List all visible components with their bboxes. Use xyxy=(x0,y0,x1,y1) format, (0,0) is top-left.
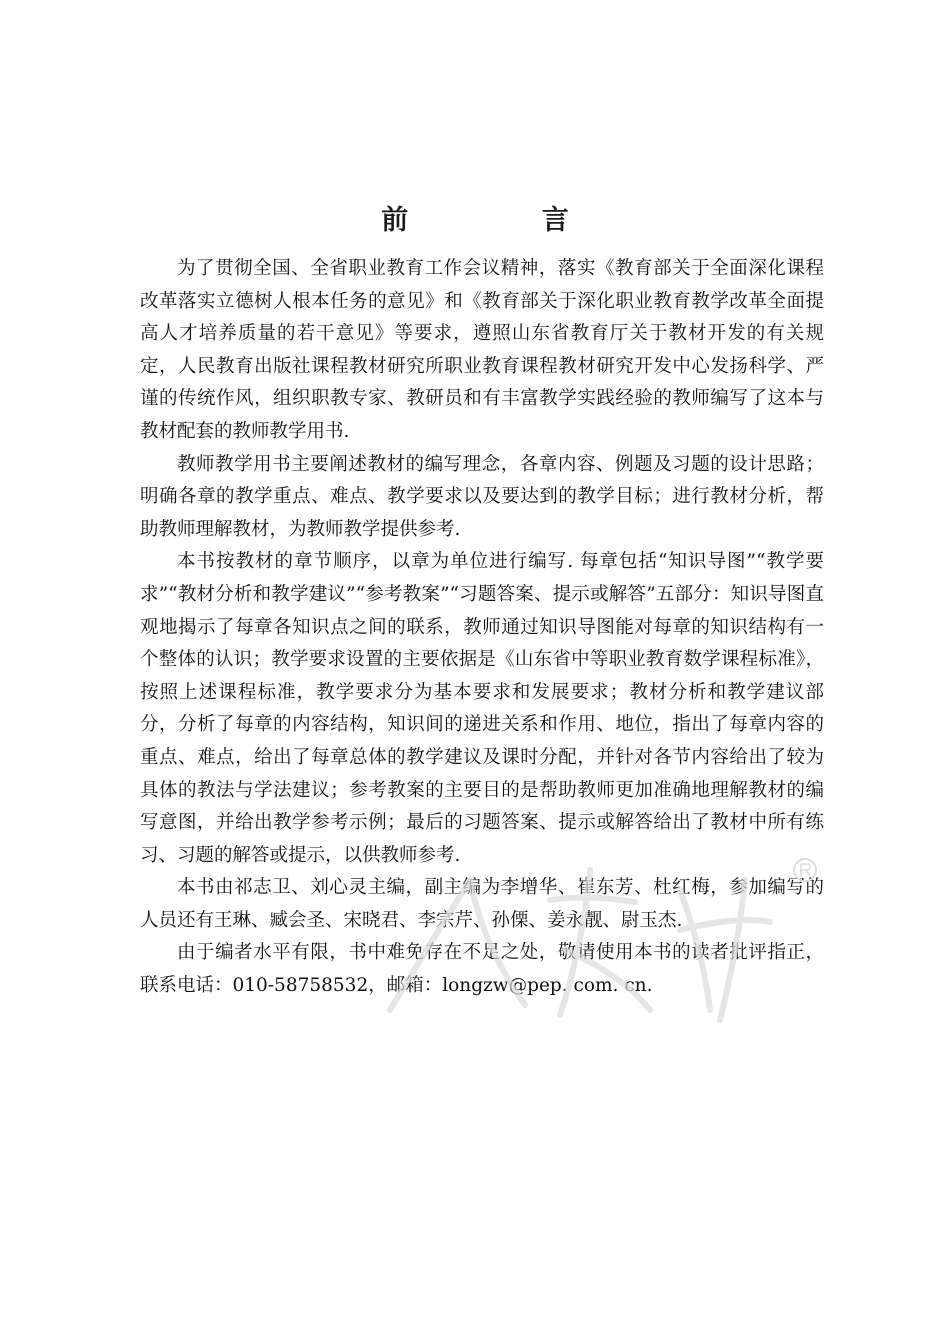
preface-body xyxy=(140,253,824,1003)
paragraph-5: 由于编者水平有限，书中难免存在不足之处，敬请使用本书的读者批评指正，联系电话：010-58758532，邮箱：longzw@pep. com. cn. xyxy=(140,942,824,997)
paragraph-2: 教师教学用书主要阐述教材的编写理念，各章内容、例题及习题的设计思路；明确各章的教学重点、难点、教学要求以及要达到的教学目标；进行教材分析，帮助教师理解教材，为教师教学提供参考. xyxy=(140,453,824,540)
paragraph-3: 本书按教材的章节顺序，以章为单位进行编写. 每章包括“知识导图”“教学要求”“教材分析和教学建议”“参考教案”“习题答案、提示或解答”五部分：知识导图直观地揭示了每章各知识点之间的联系，教师通过知识导图能对每章的知识结构有一个整体的认识；教学要求设置的主要依据是《山东省中等职业教育数学课程标准》，按照上述课程标准，教学要求分为基本要求和发展要求；教材分析和教学建议部分，分析了每章的内容结构，知识间的递进关系和作用、地位，指出了每章内容的重点、难点，给出了每章总体的教学建议及课时分配，并针对各节内容给出了较为具体的教法与学法建议；参考教案的主要目的是帮助教师更加准确地理解教材的编写意图，并给出教学参考示例；最后的习题答案、提示或解答给出了教材中所有练习、习题的解答或提示，以供教师参考. xyxy=(140,551,824,866)
paragraph-4: 本书由祁志卫、刘心灵主编，副主编为李增华、崔东芳、杜红梅，参加编写的人员还有王琳、臧会圣、宋晓君、李宗芹、孙傈、姜永靓、尉玉杰. xyxy=(140,877,824,931)
page-title: 前 言 xyxy=(381,205,631,236)
paragraph-1: 为了贯彻全国、全省职业教育工作会议精神，落实《教育部关于全面深化课程改革落实立德树人根本任务的意见》和《教育部关于深化职业教育教学改革全面提高人才培养质量的若干意见》等要求，遵照山东省教育厅关于教材开发的有关规定，人民教育出版社课程教材研究所职业教育课程教材研究开发中心发扬科学、严谨的传统作风，组织职教专家、教研员和有丰富教学实践经验的教师编写了这本与教材配套的教师教学用书. xyxy=(140,258,824,442)
